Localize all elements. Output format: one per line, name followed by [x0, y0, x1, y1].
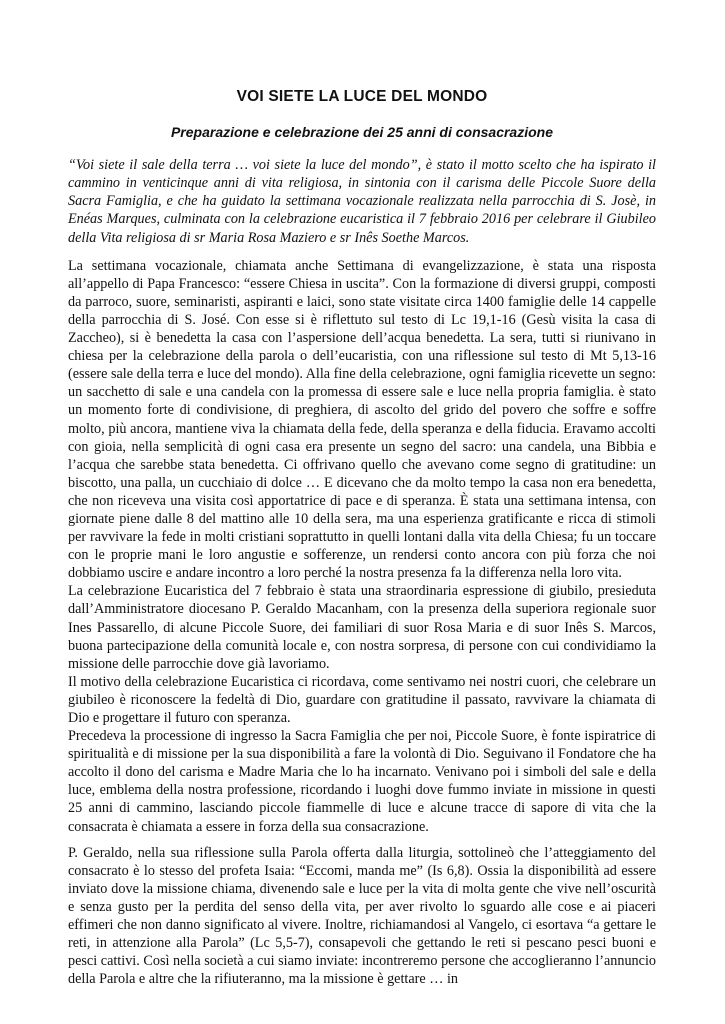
- intro-paragraph: “Voi siete il sale della terra … voi siete la luce del mondo”, è stato il motto scelto che ha ispirato il cammino in venticinque anni di vita religiosa, in sintonia con il carisma delle Piccole Suore della Sacra Famiglia, e che ha guidato la settimana vocazionale realizzata nella parrocchia di S. Josè, in Enéas Marques, culminata con la celebrazione eucaristica il 7 febbraio 2016 per celebrare il Giubileo della Vita religiosa di sr Maria Rosa Maziero e sr Inês Soethe Marcos.: [68, 157, 656, 246]
- body-paragraph-5: P. Geraldo, nella sua riflessione sulla Parola offerta dalla liturgia, sottolineò che l’atteggiamento del consacrato è lo stesso del profeta Isaia: “Eccomi, manda me” (Is 6,8). Ossia la disponibilità ad essere inviato dove la missione chiama, divenendo sale e luce per la vita di molta gente che vive nell’oscurità e senza gusto per la perdita del senso della vita, per aver rivolto lo sguardo alle cose e ai piaceri effimeri che non danno significato al vivere. Inoltre, richiamandosi al Vangelo, ci esortava “a gettare le reti, in attenzione alla Parola” (Lc 5,5-7), consapevoli che gettando le reti si pescano pesci buoni e pesci cattivi. Così nella società a cui siamo inviate: incontreremo persone che accoglieranno l’annuncio della Parola e altre che la rifiuteranno, ma la missione è gettare … in: [68, 844, 656, 988]
- document-subtitle: Preparazione e celebrazione dei 25 anni di consacrazione: [170, 124, 554, 141]
- body-paragraph-3: Il motivo della celebrazione Eucaristica ci ricordava, come sentivamo nei nostri cuori, che celebrare un giubileo è riconoscere la fedeltà di Dio, guardare con gratitudine il passato, ravvivare la chiamata di Dio e progettare il futuro con speranza.: [68, 673, 656, 726]
- document-page: [68, 88, 656, 988]
- document-title: VOI SIETE LA LUCE DEL MONDO: [236, 88, 488, 105]
- body-paragraph-2: La celebrazione Eucaristica del 7 febbraio è stata una straordinaria espressione di giubilo, presieduta dall’Amministratore diocesano P. Geraldo Macanham, con la presenza della superiora regionale suor Ines Passarello, di alcune Piccole Suore, dei familiari di suor Rosa Maria e di suor Inês S. Marcos, buona partecipazione della comunità locale e, con nostra sorpresa, di persone con cui condividiamo la missione delle parrocchie dove già lavoriamo.: [68, 583, 656, 672]
- body-paragraph-4: Precedeva la processione di ingresso la Sacra Famiglia che per noi, Piccole Suore, è fonte ispiratrice di spiritualità e di missione per la sua disponibilità a fare la volontà di Dio. Seguivano il Fondatore che ha accolto il dono del carisma e Madre Maria che lo ha incarnato. Venivano poi i simboli del sale e della luce, emblema della nostra professione, ricordando i luoghi dove fummo inviate in missione in questi 25 anni di cammino, lasciando piccole fiammelle di luce e alcune tracce di sapore di vita che la consacrata è chiamata a essere in forza della sua consacrazione.: [68, 728, 656, 835]
- body-paragraph-1: La settimana vocazionale, chiamata anche Settimana di evangelizzazione, è stata una risposta all’appello di Papa Francesco: “essere Chiesa in uscita”. Con la formazione di diversi gruppi, composti da parroco, suore, seminaristi, aspiranti e laici, sono state visitate circa 1400 famiglie delle 14 cappelle della parrocchia di S. José. Con esse si è riflettuto sul testo di Lc 19,1-16 (Gesù visita la casa di Zaccheo), si è benedetta la casa con l’aspersione dell’acqua benedetta. La sera, tutti si riunivano in chiesa per la celebrazione della parola o dell’eucaristia, con una riflessione sul testo di Mt 5,13-16 (essere sale della terra e luce del mondo). Alla fine della celebrazione, ogni famiglia ricevette un segno: un sacchetto di sale e una candela con la promessa di essere sale e luce nella propria famiglia. è stato un momento forte di condivisione, di preghiera, di ascolto del grido del povero che soffre e soffre molto, più ancora, mantiene viva la chiamata della fede, della speranza e della fiducia. Eravamo accolti con gioia, nella semplicità di ogni casa era presente un segno del sacro: una candela, una Bibbia e l’acqua che sarebbe stata benedetta. Ci offrivano quello che avevano come segno di gratitudine: un biscotto, una palla, un cucchiaio di dolce … E dicevano che da molto tempo la casa non era benedetta, che non riceveva una visita così apportatrice di pace e di speranza. È stata una settimana intensa, con giornate piene dalle 8 del mattino alle 10 della sera, ma una esperienza gratificante e ricca di stimoli per ravvivare la fede in molti cristiani soprattutto in quelli lontani dalla vita della Chiesa; fu un toccare con le proprie mani le loro angustie e sofferenze, un rendersi conto ancora con più forza che noi dobbiamo uscire e andare incontro a loro perché la nostra presenza fa la differenza nella loro vita.: [68, 257, 656, 582]
